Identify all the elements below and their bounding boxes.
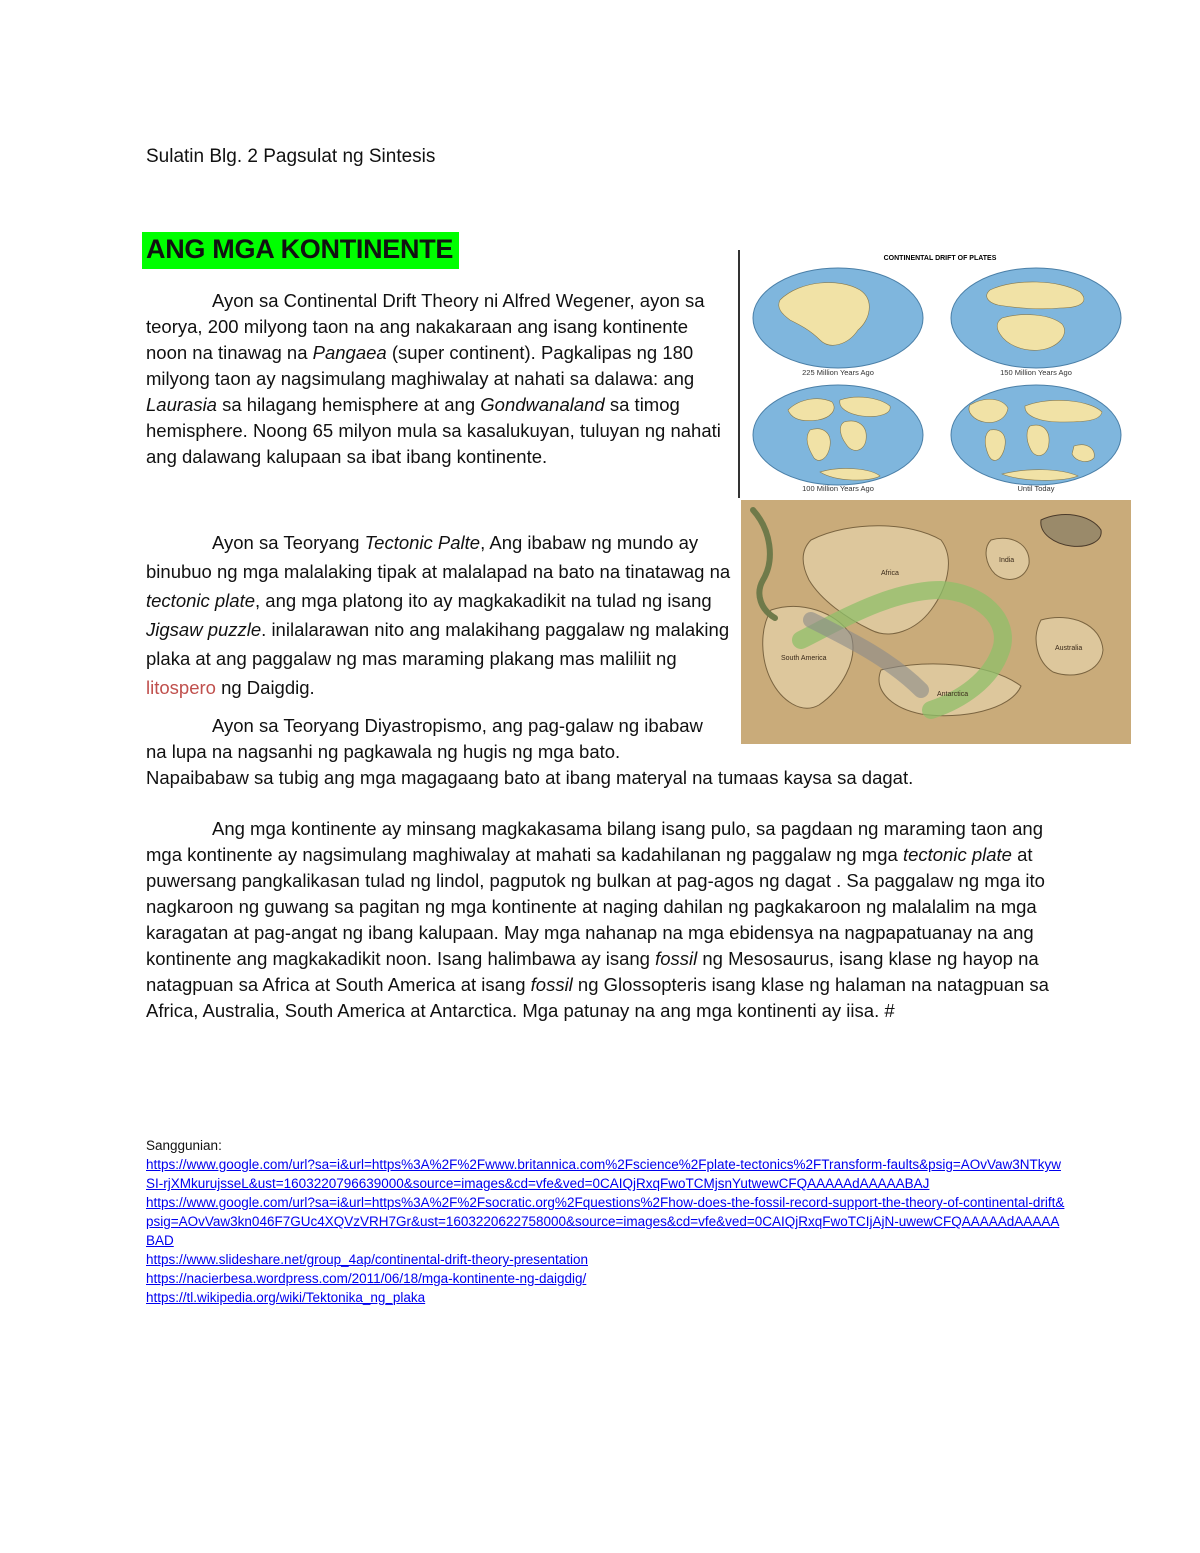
text-line: Ayon sa Teoryang Diyastropismo, ang pag-galaw ng ibabaw — [212, 715, 703, 736]
continental-drift-figure — [738, 250, 1130, 498]
term-laurasia: Laurasia — [146, 394, 217, 415]
text-run: ng Daigdig. — [215, 677, 315, 698]
text-run: Ang mga kontinente ay minsang magkakasama bilang isang pulo, sa pagdaan ng maraming taon ang mga kontinente ay nagsimulang maghiwalay at mahati sa kadahilanan ng paggalaw ng mga — [146, 818, 1043, 865]
fossil-distribution-figure — [741, 500, 1131, 744]
reference-link-5[interactable]: https://tl.wikipedia.org/wiki/Tektonika_ng_plaka — [146, 1290, 426, 1305]
label-antarctica: Antarctica — [937, 691, 969, 698]
drift-figure-title: CONTINENTAL DRIFT OF PLATES — [883, 255, 997, 262]
term-tectonic-palte: Tectonic Palte — [364, 532, 481, 553]
reference-link-4[interactable]: https://nacierbesa.wordpress.com/2011/06/18/mga-kontinente-ng-daigdig/ — [146, 1271, 587, 1286]
globe-225-mya — [753, 268, 923, 377]
references-label: Sanggunian: — [146, 1138, 222, 1153]
document-title: ANG MGA KONTINENTE — [142, 232, 459, 269]
term-fossil: fossil — [530, 974, 573, 995]
text-run: (super continent). Pagkalipas ng 180 milyong taon ay nagsimulang maghiwalay at nahati sa dalawa: ang — [146, 342, 695, 389]
references-section — [146, 1136, 1066, 1307]
document-subtitle: Sulatin Blg. 2 Pagsulat ng Sintesis — [146, 146, 436, 167]
term-pangaea: Pangaea — [312, 342, 387, 363]
term-gondwanaland: Gondwanaland — [480, 394, 605, 415]
text-line: na lupa na nagsanhi ng pagkawala ng hugis ng mga bato. — [146, 741, 621, 762]
text-run: at puwersang pangkalikasan tulad ng lindol, pagputok ng bulkan at pag-agos ng dagat . Sa paggalaw ng mga ito nagkaroon ng guwang sa pagitan ng mga kontinente at naging dahilan ng pagkakaroon ng malalalim na mga karagatan at pag-angat ng ibang kalupaan. May mga nahanap na mga ebidensya na nagpapatuanay na ang kontinente ang magkakadikit noon. Isang halimbawa ay isang — [146, 844, 1045, 969]
paragraph-tectonic-plate — [146, 528, 736, 702]
text-run: , Ang ibabaw ng mundo ay binubuo ng mga malalaking tipak at malalapad na bato na tinatawag na — [146, 532, 731, 582]
text-run: Ayon sa Continental Drift Theory ni Alfred Wegener, ayon sa teorya, 200 milyong taon na ang nakakaraan ang isang kontinente noon na tinawag na — [146, 290, 705, 363]
term-jigsaw-puzzle: Jigsaw puzzle — [146, 619, 262, 640]
label-australia: Australia — [1055, 645, 1083, 652]
text-run: . inilalarawan nito ang malakihang paggalaw ng malaking plaka at ang paggalaw ng mas maraming plakang mas maliliit ng — [146, 619, 730, 669]
term-fossil: fossil — [655, 948, 698, 969]
label-africa: Africa — [881, 570, 899, 577]
globe-150-mya — [951, 268, 1121, 377]
paragraph-continental-drift — [146, 288, 726, 470]
caption-100-mya: 100 Million Years Ago — [802, 484, 874, 493]
text-line: Napaibabaw sa tubig ang mga magagaang bato at ibang materyal na tumaas kaysa sa dagat. — [146, 767, 914, 788]
text-run: sa timog hemisphere. Noong 65 milyon mula sa kasalukuyan, tuluyan ng nahati ang dalawang kalupaan sa ibat ibang kontinente. — [146, 394, 721, 467]
term-litospero: litospero — [146, 677, 216, 698]
reference-link-3[interactable]: https://www.slideshare.net/group_4ap/continental-drift-theory-presentation — [146, 1252, 588, 1267]
label-south-america: South America — [781, 655, 827, 662]
label-india: India — [999, 557, 1015, 564]
term-tectonic-plate: tectonic plate — [146, 590, 256, 611]
paragraph-evidence — [146, 816, 1058, 1024]
text-run: sa hilagang hemisphere at ang — [216, 394, 481, 415]
text-run: ng Glossopteris isang klase ng halaman na natagpuan sa Africa, Australia, South America at Antarctica. Mga patunay na ang mga kontinenti ay iisa. # — [146, 974, 1049, 1021]
fossil-distribution-map — [741, 500, 1131, 744]
reference-link-1[interactable]: https://www.google.com/url?sa=i&url=https%3A%2F%2Fwww.britannica.com%2Fscience%2Fplate-tectonics%2FTransform-faults&psig=AOvVaw3NTkywSI-rjXMkurujsseL&ust=1603220796639000&source=images&cd=vfe&ved=0CAIQjRxqFwoTCMjsnYutwewCFQAAAAAdAAAAABAJ — [146, 1157, 1061, 1191]
term-tectonic-plate: tectonic plate — [902, 844, 1012, 865]
globe-until-today — [951, 385, 1121, 493]
caption-225-mya: 225 Million Years Ago — [802, 368, 874, 377]
caption-150-mya: 150 Million Years Ago — [1000, 368, 1072, 377]
reference-link-2[interactable]: https://www.google.com/url?sa=i&url=https%3A%2F%2Fsocratic.org%2Fquestions%2Fhow-does-the-fossil-record-support-the-theory-of-continental-drift&psig=AOvVaw3kn046F7GUc4XQVzVRH7Gr&ust=1603220622758000&source=images&cd=vfe&ved=0CAIQjRxqFwoTCIjAjN-uwewCFQAAAAAdAAAAABAD — [146, 1195, 1065, 1248]
text-run: Ayon sa Teoryang — [212, 532, 365, 553]
globe-100-mya — [753, 385, 923, 493]
text-run: , ang mga platong ito ay magkakadikit na tulad ng isang — [255, 590, 712, 611]
caption-until-today: Until Today — [1017, 484, 1055, 493]
text-run: ng Mesosaurus, isang klase ng hayop na natagpuan sa Africa at South America at isang — [146, 948, 1039, 995]
continental-drift-diagram — [740, 250, 1130, 498]
